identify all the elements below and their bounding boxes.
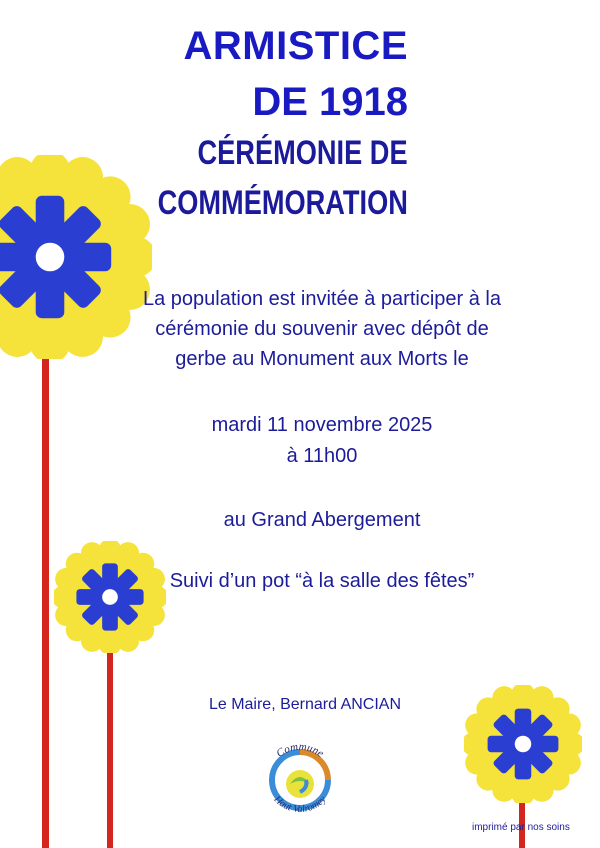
mayor-signature: Le Maire, Bernard ANCIAN (208, 696, 402, 713)
logo-text-bottom: Haut Valromey (271, 794, 329, 816)
invitation-line: La population est invitée à participer à la (142, 288, 501, 310)
printed-note: imprimé par nos soins (472, 822, 570, 833)
event-date: mardi 11 novembre 2025 (211, 414, 433, 436)
event-time: à 11h00 (286, 445, 358, 467)
invitation-line: gerbe au Monument aux Morts le (175, 348, 469, 370)
subtitle-commemoration: COMMÉMORATION (157, 184, 408, 222)
event-reception: Suivi d’un pot “à la salle des fêtes” (169, 570, 475, 592)
event-place: au Grand Abergement (223, 509, 421, 531)
title-year: DE 1918 (252, 80, 408, 124)
commune-logo-icon (254, 734, 346, 826)
cornflower-medium-icon (54, 541, 166, 653)
logo-text-top: Commune (274, 740, 326, 760)
invitation-paragraph (0, 284, 600, 374)
invitation-line: cérémonie du souvenir avec dépôt de (155, 318, 489, 340)
subtitle-ceremonie: CÉRÉMONIE DE (197, 134, 408, 172)
title-armistice: ARMISTICE (183, 24, 408, 68)
flower-stem-medium (107, 640, 113, 848)
